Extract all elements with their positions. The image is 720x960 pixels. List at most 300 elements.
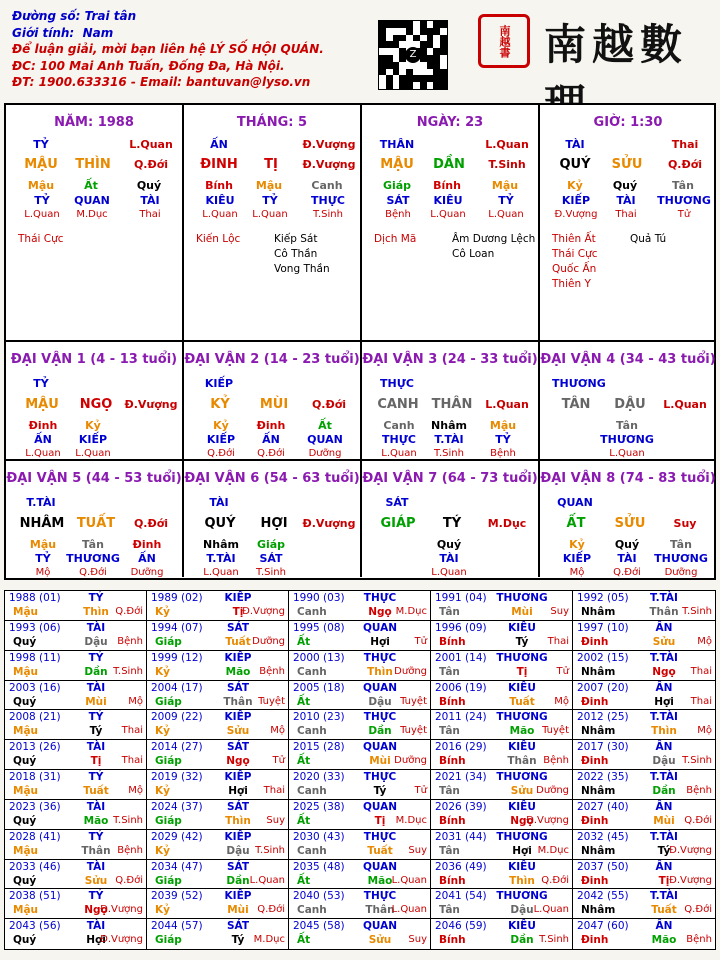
year-label: 2029 (42) — [151, 830, 203, 843]
spirit-star: Thiên Ất — [552, 233, 596, 245]
year-label: 2019 (32) — [151, 771, 203, 783]
year-stem: Ất — [297, 934, 311, 947]
hidden-stage: L.Quan — [252, 209, 288, 220]
year-branch: Mùi — [511, 606, 533, 618]
year-cell — [573, 710, 715, 740]
year-ten-god: TÀI — [86, 860, 106, 873]
street-value: Trai tân — [84, 9, 137, 23]
hidden-ten-god: TỶ — [262, 194, 278, 207]
year-label: 2045 (58) — [293, 920, 345, 933]
year-stage: Bệnh — [117, 635, 143, 647]
hidden-ten-god: QUAN — [307, 433, 343, 446]
year-stem: Canh — [297, 844, 327, 857]
dai-van-title: ĐẠI VẬN 3 (24 - 33 tuổi) — [362, 352, 538, 367]
year-cell — [5, 710, 147, 740]
year-stage: Dưỡng — [394, 665, 427, 677]
hidden-stem: Quý — [436, 538, 462, 551]
year-stage: Mộ — [128, 785, 143, 796]
year-stage: Bệnh — [543, 755, 569, 767]
year-ten-god: QUAN — [362, 681, 398, 694]
dai-van-branch: DẬU — [614, 397, 646, 412]
dai-van-branch: HỢI — [260, 516, 288, 531]
heavenly-stem: ĐINH — [200, 157, 238, 172]
dai-van-stem: KỶ — [210, 397, 230, 412]
year-label: 2005 (18) — [293, 681, 345, 694]
dai-van-title: ĐẠI VẬN 5 (44 - 53 tuổi) — [6, 471, 182, 486]
logo-text: 南越數 — [544, 20, 689, 69]
year-label: 2038 (51) — [9, 890, 61, 903]
hidden-ten-god: ẤN — [34, 433, 52, 446]
year-stage: T.Sinh — [113, 665, 143, 677]
dai-van-stem: TÂN — [561, 397, 591, 412]
year-cell — [431, 860, 573, 890]
hidden-stage: Q.Đới — [613, 567, 641, 578]
year-stem: Bính — [439, 755, 466, 768]
year-label: 2037 (50) — [577, 860, 629, 873]
pillar-cell — [362, 105, 540, 342]
dai-van-cell — [362, 461, 540, 577]
year-label: 2039 (52) — [151, 890, 203, 903]
year-cell — [147, 860, 289, 890]
year-cell — [289, 621, 431, 651]
year-stem: Canh — [297, 665, 327, 678]
year-cell — [147, 651, 289, 681]
year-stage: Mộ — [270, 725, 285, 737]
year-cell — [573, 889, 715, 919]
year-ten-god: KIẾP — [224, 830, 252, 843]
year-cell — [5, 770, 147, 800]
year-label: 2024 (37) — [151, 800, 203, 813]
year-branch: Hợi — [512, 844, 532, 857]
year-stage: Dưỡng — [536, 785, 569, 796]
year-ten-god: KIÊU — [508, 860, 536, 873]
year-ten-god: TÀI — [86, 681, 106, 694]
hidden-stage: L.Quan — [431, 567, 467, 578]
year-cell — [5, 830, 147, 860]
year-ten-god: T.TÀI — [650, 830, 678, 843]
year-stage: Tử — [556, 665, 569, 677]
hidden-stage: Tử — [677, 209, 691, 220]
seal-stamp-icon: 南越書 — [478, 14, 530, 68]
year-branch: Tuất — [83, 785, 109, 797]
year-cell — [5, 860, 147, 890]
year-cell — [5, 681, 147, 711]
year-stage: Suy — [266, 814, 285, 826]
year-stem: Tân — [439, 606, 460, 618]
year-branch: Dậu — [652, 755, 676, 768]
year-branch: Dần — [84, 665, 108, 678]
year-branch: Tý — [89, 725, 103, 738]
pillar-title: NĂM: 1988 — [54, 115, 134, 130]
year-stage: Tử — [414, 635, 427, 647]
year-stage: T.Sinh — [255, 844, 285, 856]
year-cell — [147, 830, 289, 860]
year-label: 2025 (38) — [293, 800, 345, 813]
hidden-stage: L.Quan — [24, 209, 60, 220]
year-cell — [431, 591, 573, 621]
year-cell — [573, 800, 715, 830]
year-cell — [431, 740, 573, 770]
year-branch: Tuất — [509, 695, 535, 708]
year-stage: Mộ — [128, 695, 143, 707]
dai-van-ten-god: KIẾP — [204, 377, 234, 390]
year-ten-god: TỶ — [88, 830, 104, 843]
year-label: 2017 (30) — [577, 741, 629, 754]
hidden-stage: Dưỡng — [308, 448, 342, 459]
earthly-branch: THÌN — [75, 157, 111, 172]
year-branch: Tý — [373, 785, 387, 797]
hidden-ten-god: THỰC — [382, 433, 416, 446]
year-stem: Quý — [13, 695, 37, 708]
year-branch: Ngọ — [510, 814, 534, 827]
hidden-ten-god: T.TÀI — [206, 552, 236, 565]
dai-van-branch: THÂN — [431, 397, 473, 412]
year-label: 2047 (60) — [577, 920, 629, 933]
year-stage: L.Quan — [249, 874, 285, 886]
year-cell — [147, 770, 289, 800]
hidden-stage: L.Quan — [202, 209, 238, 220]
year-stem: Quý — [13, 934, 37, 947]
earthly-branch: DẦN — [433, 157, 465, 172]
hidden-stem: Mậu — [489, 419, 517, 432]
dai-van-ten-god: SÁT — [385, 496, 409, 509]
hidden-ten-god: THƯƠNG — [600, 433, 654, 446]
year-branch: Thìn — [225, 814, 251, 827]
year-ten-god: KIẾP — [224, 890, 252, 903]
year-stem: Kỷ — [155, 785, 170, 797]
year-stage: Đ.Vượng — [526, 814, 569, 826]
year-branch: Tị — [374, 814, 386, 827]
hidden-ten-god: THƯƠNG — [654, 552, 708, 565]
year-label: 2033 (46) — [9, 860, 61, 873]
heavenly-stem: QUÝ — [559, 157, 591, 172]
hidden-stem: Mậu — [29, 538, 57, 551]
year-label: 2022 (35) — [577, 771, 629, 783]
hidden-stage: Thai — [139, 209, 161, 220]
hidden-stem: Nhâm — [431, 419, 467, 432]
year-branch: Sửu — [510, 785, 534, 797]
year-branch: Thân — [365, 904, 395, 917]
year-branch: Dậu — [510, 904, 534, 917]
hidden-stem: Quý — [614, 538, 640, 551]
year-cell — [573, 770, 715, 800]
dai-van-ten-god: TỶ — [33, 377, 49, 390]
hidden-stage: Q.Đới — [207, 448, 235, 459]
year-ten-god: TỶ — [88, 651, 104, 664]
year-stage: M.Dục — [253, 934, 285, 946]
spirit-star: Dịch Mã — [374, 233, 417, 245]
dai-van-title: ĐẠI VẬN 7 (64 - 73 tuổi) — [362, 471, 538, 486]
dai-van-cell — [6, 342, 184, 461]
year-branch: Sửu — [226, 725, 250, 738]
year-label: 1995 (08) — [293, 621, 345, 634]
year-branch: Dậu — [368, 695, 392, 708]
hidden-stem: Bính — [433, 179, 461, 192]
dai-van-cell — [540, 342, 716, 461]
year-stage: T.Sinh — [113, 814, 143, 826]
hidden-stage: L.Quan — [203, 567, 239, 578]
year-label: 2041 (54) — [435, 890, 487, 903]
year-label: 2023 (36) — [9, 800, 61, 813]
hidden-stem: Bính — [205, 179, 233, 192]
year-stem: Giáp — [155, 635, 182, 648]
year-stage: Thai — [121, 755, 143, 767]
year-branch: Thìn — [509, 874, 535, 887]
year-stage: Thai — [263, 785, 285, 796]
hidden-stem: Kỷ — [85, 419, 101, 432]
year-ten-god: TỶ — [88, 592, 104, 604]
gender-label: Giới tính: — [12, 25, 75, 40]
year-ten-god: SÁT — [226, 920, 250, 933]
year-branch: Thìn — [367, 665, 393, 678]
hidden-stage: L.Quan — [25, 448, 61, 459]
year-cell — [431, 770, 573, 800]
year-stem: Nhâm — [581, 665, 616, 678]
year-ten-god: THƯƠNG — [496, 711, 548, 724]
year-branch: Dậu — [84, 635, 108, 648]
year-cell — [431, 919, 573, 949]
dai-van-stage: L.Quan — [485, 398, 529, 411]
year-stage: Q.Đới — [541, 874, 569, 886]
year-cell — [147, 800, 289, 830]
year-stage: Tử — [272, 755, 285, 767]
dai-van-branch: NGỌ — [79, 397, 113, 412]
year-stem: Đinh — [581, 755, 609, 768]
year-label: 2008 (21) — [9, 711, 61, 724]
year-stem: Mậu — [13, 785, 39, 797]
year-stage: Tuyệt — [258, 695, 285, 707]
hidden-ten-god: QUAN — [74, 194, 110, 207]
year-label: 2006 (19) — [435, 681, 487, 694]
hidden-stem: Mậu — [27, 179, 55, 192]
branch-stage: T.Sinh — [488, 158, 526, 171]
year-stem: Đinh — [581, 635, 609, 648]
year-stage: Bệnh — [117, 844, 143, 856]
hidden-stem: Giáp — [382, 179, 412, 192]
hidden-stage: Thai — [615, 209, 637, 220]
year-stem: Mậu — [13, 904, 39, 917]
year-ten-god: QUAN — [362, 741, 398, 754]
ten-god-stem: TÀI — [565, 138, 585, 151]
hidden-stage: L.Quan — [381, 448, 417, 459]
year-ten-god: T.TÀI — [650, 592, 678, 604]
year-stem: Nhâm — [581, 844, 616, 857]
year-stage: Q.Đới — [684, 904, 712, 916]
dai-van-stem: NHÂM — [19, 516, 65, 531]
year-stage: Thai — [690, 665, 712, 677]
ten-god-stem: TỶ — [33, 138, 49, 151]
hidden-stem: Đinh — [256, 419, 286, 432]
year-label: 2044 (57) — [151, 920, 203, 933]
heavenly-stem: MẬU — [380, 157, 414, 172]
year-stem: Giáp — [155, 934, 182, 947]
year-label: 2020 (33) — [293, 771, 345, 783]
year-label: 2009 (22) — [151, 711, 203, 724]
year-cell — [573, 621, 715, 651]
year-ten-god: THỰC — [363, 890, 397, 903]
year-cell — [289, 681, 431, 711]
spirit-star: Thái Cực — [18, 233, 64, 245]
header-info — [12, 8, 324, 91]
year-stage: Tuyệt — [542, 725, 569, 737]
year-stage: M.Dục — [395, 814, 427, 826]
year-branch: Tý — [515, 635, 529, 648]
dai-van-cell — [362, 342, 540, 461]
year-stage: Suy — [408, 844, 427, 856]
year-ten-god: THỰC — [363, 592, 397, 604]
year-stage: Dưỡng — [252, 635, 285, 647]
dai-van-ten-god: T.TÀI — [26, 496, 56, 509]
year-cell — [289, 889, 431, 919]
year-branch: Tý — [231, 934, 245, 947]
year-ten-god: KIẾP — [224, 592, 252, 604]
year-cell — [289, 710, 431, 740]
year-ten-god: TỶ — [88, 771, 104, 783]
year-branch: Mùi — [369, 755, 391, 768]
year-label: 2043 (56) — [9, 920, 61, 933]
hidden-stage: T.Sinh — [313, 209, 343, 220]
year-ten-god: TÀI — [86, 920, 106, 933]
year-cell — [431, 651, 573, 681]
year-ten-god: KIÊU — [508, 741, 536, 754]
year-ten-god: SÁT — [226, 681, 250, 694]
year-cell — [147, 919, 289, 949]
year-stem: Ất — [297, 814, 311, 827]
year-ten-god: QUAN — [362, 920, 398, 933]
hidden-stem: Tân — [672, 179, 694, 192]
year-label: 2012 (25) — [577, 711, 629, 724]
pillar-cell — [6, 105, 184, 342]
year-ten-god: SÁT — [226, 621, 250, 634]
year-cell — [5, 740, 147, 770]
spirit-star: Cô Thần — [274, 248, 318, 260]
year-label: 2010 (23) — [293, 711, 345, 724]
hidden-ten-god: T.TÀI — [434, 433, 464, 446]
year-stage: Tuyệt — [400, 695, 427, 707]
year-label: 1990 (03) — [293, 592, 345, 604]
year-ten-god: T.TÀI — [650, 711, 678, 724]
qr-code-icon: Z — [378, 20, 448, 90]
hidden-stem: Quý — [136, 179, 162, 192]
year-ten-god: QUAN — [362, 800, 398, 813]
year-cell — [573, 830, 715, 860]
year-ten-god: ẤN — [655, 860, 673, 873]
hidden-ten-god: TÀI — [617, 552, 637, 565]
year-cell — [147, 681, 289, 711]
gender-value: Nam — [82, 25, 114, 40]
year-stage: Tử — [414, 785, 427, 796]
hidden-stem: Tân — [82, 538, 104, 551]
year-stage: Bệnh — [686, 934, 712, 946]
hidden-stage: Q.Đới — [257, 448, 285, 459]
year-label: 2031 (44) — [435, 830, 487, 843]
hidden-stage: Q.Đới — [79, 567, 107, 578]
year-branch: Tị — [232, 606, 244, 618]
year-branch: Thân — [507, 755, 537, 768]
year-label: 2003 (16) — [9, 681, 61, 694]
hidden-ten-god: KIẾP — [562, 552, 592, 565]
year-label: 1988 (01) — [9, 592, 61, 604]
hidden-stage: L.Quan — [75, 448, 111, 459]
year-stem: Ất — [297, 635, 311, 648]
dai-van-cell — [184, 461, 362, 577]
year-ten-god: ẤN — [655, 741, 673, 754]
year-stem: Quý — [13, 874, 37, 887]
year-label: 2018 (31) — [9, 771, 61, 783]
year-stage: Thai — [690, 695, 712, 707]
hidden-ten-god: KIẾP — [78, 433, 108, 446]
year-branch: Mùi — [653, 814, 675, 827]
pillar-title: GIỜ: 1:30 — [593, 115, 663, 130]
year-ten-god: ẤN — [655, 920, 673, 933]
year-label: 2014 (27) — [151, 741, 203, 754]
hidden-ten-god: KIẾP — [561, 194, 591, 207]
hidden-stage: L.Quan — [609, 448, 645, 459]
year-branch: Ngọ — [652, 665, 676, 678]
dai-van-branch: TUẤT — [76, 516, 116, 531]
dai-van-ten-god: TÀI — [209, 496, 229, 509]
year-label: 2035 (48) — [293, 860, 345, 873]
year-label: 2027 (40) — [577, 800, 629, 813]
year-stage: M.Dục — [537, 844, 569, 856]
year-stage: Suy — [550, 606, 569, 617]
year-branch: Tuất — [367, 844, 393, 857]
year-label: 2036 (49) — [435, 860, 487, 873]
year-ten-god: KIÊU — [508, 621, 536, 634]
year-stem: Tân — [439, 785, 460, 797]
year-stem: Quý — [13, 635, 37, 648]
hidden-stem: Kỷ — [567, 179, 583, 192]
spirit-star: Cô Loan — [452, 248, 495, 260]
hidden-stage: T.Sinh — [434, 448, 464, 459]
spirit-star: Thái Cực — [552, 248, 598, 260]
year-stage: Đ.Vượng — [669, 844, 712, 856]
year-branch: Ngọ — [368, 606, 392, 618]
year-stem: Nhâm — [581, 904, 616, 917]
year-stem: Bính — [439, 635, 466, 648]
year-ten-god: ẤN — [655, 621, 673, 634]
yearly-luck-grid — [4, 590, 716, 950]
year-cell — [5, 651, 147, 681]
dai-van-title: ĐẠI VẬN 6 (54 - 63 tuổi) — [184, 471, 360, 486]
year-branch: Tuất — [225, 635, 251, 648]
year-stage: Q.Đới — [115, 874, 143, 886]
year-stage: Q.Đới — [257, 904, 285, 916]
address: ĐC: 100 Mai Anh Tuấn, Đống Đa, Hà Nội. — [12, 58, 285, 73]
hidden-stage: Dưỡng — [130, 567, 164, 578]
hidden-stage: Mộ — [569, 567, 585, 578]
dai-van-cell — [6, 461, 184, 577]
year-stem: Quý — [13, 755, 37, 768]
year-stem: Kỷ — [155, 725, 170, 738]
spirit-star: Kiến Lộc — [196, 233, 241, 245]
year-label: 2030 (43) — [293, 830, 345, 843]
dai-van-ten-god: QUAN — [557, 496, 593, 509]
hidden-ten-god: THƯƠNG — [66, 552, 120, 565]
year-cell — [289, 860, 431, 890]
year-label: 2015 (28) — [293, 741, 345, 754]
year-stem: Tân — [439, 904, 460, 917]
logo — [478, 12, 718, 70]
year-label: 2001 (14) — [435, 651, 487, 664]
dai-van-title: ĐẠI VẬN 4 (34 - 43 tuổi) — [540, 352, 716, 367]
hidden-stage: M.Dục — [76, 209, 108, 220]
year-branch: Mão — [83, 814, 109, 827]
year-branch: Hợi — [228, 785, 248, 797]
dai-van-stage: M.Dục — [487, 517, 527, 530]
year-ten-god: T.TÀI — [650, 771, 678, 783]
stem-stage: Thai — [671, 138, 699, 151]
